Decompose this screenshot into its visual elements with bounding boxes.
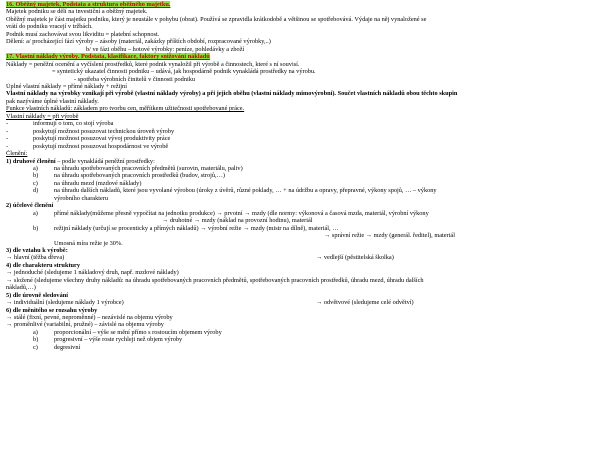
c3-heading: 3) dle vztahu k výrobě: xyxy=(6,246,68,254)
s16-text-line: Dělení: a/ procházející fází výroby – zásoby (materiál, zakázky příštích období, rozpracované výrobky,..) xyxy=(6,38,271,46)
c4-line: → jednoduché (sledujeme 1 nákladový druh, např. mzdové náklady) xyxy=(6,269,179,277)
s16-text-line: vrátí do podniku vracejí v tržbách. xyxy=(6,23,93,31)
dash-list-item: - poskytují možnost posuzovat vývoj produktivity práce xyxy=(6,135,171,143)
c4-line: nákladů,…) xyxy=(6,284,36,292)
c3-row: → hlavní (těžba dřeva) → vedlejší (pěstitelská školka) xyxy=(6,254,394,262)
s16-text-line: Majetek podniku se dělí na investiční a oběžný majetek. xyxy=(6,8,148,16)
s17-text-line: Vlastní náklady = při výrobě xyxy=(6,112,79,120)
c1-continuation: výrobního charakteru xyxy=(54,194,109,202)
c4-heading: 4) dle charakteru struktury xyxy=(6,261,80,269)
dash-list-item: - poskytují možnost posuzovat hospodárnost ve výrobě xyxy=(6,142,169,150)
s17-text-line: Funkce vlastních nákladů: základem pro tvorbu cen, měřítkem užitečnosti spotřebované práce. xyxy=(6,105,245,113)
section-17-heading: 17. Vlastní náklady výroby. Podstata, klasifikace, faktory snižování nákladů xyxy=(6,53,210,61)
dash-list-item: - poskytují možnost posuzovat technickou úroveň výroby xyxy=(6,127,175,135)
c1-list-item: a) na úhradu spotřebovaných pracovních předmětů (surovin, materiálu, paliv) xyxy=(33,164,243,172)
s16-text-line: Podnik musí zachovávat svou likviditu = platební schopnost. xyxy=(6,30,160,38)
s17-text-line: pak nazýváme úplné vlastní náklady. xyxy=(6,97,99,105)
s16-text-line: b/ ve fázi oběhu – hotové výrobky: peníze, pohledávky a zboží xyxy=(86,45,245,53)
c6-line: → proměnlivé (variabilní, pružné) – závislé na objemu výroby xyxy=(6,321,164,329)
c6-list-item: a) proporcionální – výše se mění přímo s rostoucím objemem výroby xyxy=(33,328,222,336)
section-16-heading: 16. Oběžný majetek, Podstata a struktura oběžného majetku. xyxy=(6,1,171,8)
s17-text-line: - spotřeba výrobních činitelů v činnosti podniku xyxy=(74,75,196,83)
c2-note: Umosná míra režie je 30%. xyxy=(54,239,123,247)
c1-heading: 1) druhové členění – podle vynakládá peněžní prostředky: xyxy=(6,157,155,165)
c6-heading: 6) dle měnitého se rozsahu výroby xyxy=(6,306,98,314)
c6-list-item: c) degresivní xyxy=(33,343,81,351)
cleneni-heading: Členění: xyxy=(6,150,28,158)
s16-text-line: Oběžný majetek je část majetku podniku, který je neustále v pohybu (obrat). Používá se zpravidla krátkodobě a většinou se spotřebovává. Výdaje na něj vynaložené se xyxy=(6,15,427,23)
s17-text-line: Vlastní náklady na výrobky vznikají při výrobě (vlastní náklady výroby) a při jejich oběhu (vlastní náklady mimovýrobní). Součet vlastních nákladů obou těchto skupin xyxy=(6,90,458,98)
c6-list-item: b) progresivní – výše roste rychleji než objem výroby xyxy=(33,336,183,344)
c2-continuation: → druhotné → mzdy (náklad na provozní hodinu), materiál xyxy=(162,217,313,225)
c2-list-item: b) režijní náklady (určují se procenticky a přímých nákladů) → výrobní režie → mzdy (mistr na dílně), materiál, … xyxy=(33,224,339,232)
c2-continuation: → správní režie → mzdy (generál. ředitel), materiál xyxy=(324,232,455,240)
s17-text-line: Náklady = peněžní ocenění a vyčíslení prostředků, které podnik vynaložil při výrobě a činnostech, které s ní souvisí. xyxy=(6,60,300,68)
c2-heading: 2) účelové členění xyxy=(6,202,54,210)
c2-list-item: a) přímé náklady(můžeme přesně vypočítat na jednotku produkce) → prvotní → mzdy (dle normy: výkonová a časová mzda, materiál, výrobní výkony xyxy=(33,209,429,217)
c1-list-item: c) na úhradu mezd (mzdové náklady) xyxy=(33,179,142,187)
c5-heading: 5) dle úrovně sledování xyxy=(6,291,68,299)
c1-list-item: d) na úhradu dalších nákladů, které jsou vyvolané výrobou (úroky z úvěrů, různé poklady, … + na údržbu a opravy, přepravné, výkony spojů, … – výkony xyxy=(33,187,437,195)
s17-text-line: Úplné vlastní náklady = přímé náklady + režijní xyxy=(6,82,127,90)
s17-text-line: = syntetický ukazatel činnosti podniku – udává, jak hospodárně podnik vynakládá prostředky na výrobu. xyxy=(52,68,316,76)
c5-row: → individuální (sledujeme náklady 1 výrobce) → odvětvové (sledujeme celé odvětví) xyxy=(6,299,414,307)
c1-list-item: b) na úhradu spotřebovaných pracovních prostředků (budov, strojů,…) xyxy=(33,172,225,180)
c6-line: → stálé (fixní, pevné, neproměnné) – nezávislé na objemu výroby xyxy=(6,314,173,322)
dash-list-item: - informují o tom, co stojí výroba xyxy=(6,120,114,128)
c4-line: → složené (sledujeme všechny druhy nákladů: na úhradu spotřebovaných pracovních předmětů, spotřebovaných pracovních prostředků, úhradu mezd, úhradu dalších xyxy=(6,276,424,284)
